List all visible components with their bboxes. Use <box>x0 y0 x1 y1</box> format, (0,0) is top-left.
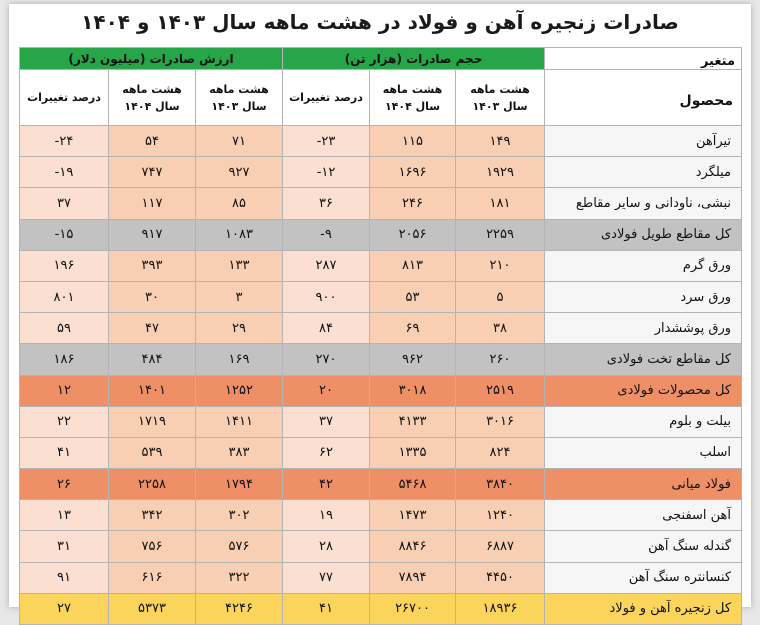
table-row <box>20 126 742 157</box>
volume-1403-cell: ۵ <box>456 281 545 312</box>
volume-1404-cell: ۲۰۵۶ <box>370 219 456 250</box>
product-cell: نبشی، ناودانی و سایر مقاطع <box>545 188 742 219</box>
value-percent-cell: ۸۰۱ <box>20 281 109 312</box>
volume-1403-cell: ۱۸۱ <box>456 188 545 219</box>
volume-1404-cell: ۸۸۴۶ <box>370 531 456 562</box>
value-1403-cell: ۴۲۴۶ <box>196 593 283 624</box>
value-percent-cell: ۱۸۶ <box>20 344 109 375</box>
volume-percent-cell: ۲۳- <box>283 126 370 157</box>
value-1403-cell: ۱۴۱۱ <box>196 406 283 437</box>
product-cell: ورق گرم <box>545 250 742 281</box>
volume-percent-cell: ۹- <box>283 219 370 250</box>
volume-1404-cell: ۳۰۱۸ <box>370 375 456 406</box>
value-1404-cell: ۳۹۳ <box>109 250 196 281</box>
volume-1404-cell: ۵۳ <box>370 281 456 312</box>
volume-percent-cell: ۴۲ <box>283 469 370 500</box>
volume-1403-cell: ۸۲۴ <box>456 437 545 468</box>
volume-percent-cell: ۶۲ <box>283 437 370 468</box>
variable-header: متغیر <box>545 48 742 70</box>
value-1403-cell: ۳۰۲ <box>196 500 283 531</box>
table-row <box>20 281 742 312</box>
value-1404-cell: ۹۱۷ <box>109 219 196 250</box>
volume-1403-header: هشت ماهه سال ۱۴۰۳ <box>456 70 545 126</box>
volume-1404-cell: ۲۴۶ <box>370 188 456 219</box>
value-percent-cell: ۲۷ <box>20 593 109 624</box>
subheader-row <box>20 70 742 126</box>
volume-percent-cell: ۳۷ <box>283 406 370 437</box>
product-cell: بیلت و بلوم <box>545 406 742 437</box>
value-percent-header: درصد تغییرات <box>20 70 109 126</box>
value-1404-cell: ۳۰ <box>109 281 196 312</box>
volume-1404-header: هشت ماهه سال ۱۴۰۴ <box>370 70 456 126</box>
value-percent-cell: ۲۲ <box>20 406 109 437</box>
volume-1404-cell: ۱۶۹۶ <box>370 157 456 188</box>
volume-1404-cell: ۸۱۳ <box>370 250 456 281</box>
volume-percent-cell: ۱۹ <box>283 500 370 531</box>
volume-1404-cell: ۱۳۳۵ <box>370 437 456 468</box>
value-percent-cell: ۹۱ <box>20 562 109 593</box>
volume-percent-cell: ۴۱ <box>283 593 370 624</box>
table-row <box>20 593 742 624</box>
value-1403-cell: ۱۳۳ <box>196 250 283 281</box>
value-1404-cell: ۵۳۹ <box>109 437 196 468</box>
value-percent-cell: ۱۲ <box>20 375 109 406</box>
volume-1404-cell: ۹۶۲ <box>370 344 456 375</box>
value-1404-cell: ۷۵۶ <box>109 531 196 562</box>
volume-1403-cell: ۲۵۱۹ <box>456 375 545 406</box>
volume-1403-cell: ۴۴۵۰ <box>456 562 545 593</box>
group-header-row <box>20 48 742 70</box>
product-cell: کنسانتره سنگ آهن <box>545 562 742 593</box>
value-1403-cell: ۵۷۶ <box>196 531 283 562</box>
value-1403-cell: ۳۲۲ <box>196 562 283 593</box>
volume-group-header: حجم صادرات (هزار تن) <box>283 48 545 70</box>
table-row <box>20 157 742 188</box>
value-1404-cell: ۵۴ <box>109 126 196 157</box>
volume-1403-cell: ۳۸۴۰ <box>456 469 545 500</box>
product-cell: کل مقاطع تخت فولادی <box>545 344 742 375</box>
value-1403-cell: ۳ <box>196 281 283 312</box>
volume-percent-cell: ۲۸۷ <box>283 250 370 281</box>
volume-1404-cell: ۱۱۵ <box>370 126 456 157</box>
value-group-header: ارزش صادرات (میلیون دلار) <box>20 48 283 70</box>
value-percent-cell: ۱۹۶ <box>20 250 109 281</box>
volume-1404-cell: ۵۴۶۸ <box>370 469 456 500</box>
table-row <box>20 313 742 344</box>
volume-1403-cell: ۳۰۱۶ <box>456 406 545 437</box>
value-1404-cell: ۴۷ <box>109 313 196 344</box>
volume-1404-cell: ۴۱۳۳ <box>370 406 456 437</box>
product-cell: کل مقاطع طویل فولادی <box>545 219 742 250</box>
value-1403-cell: ۳۸۳ <box>196 437 283 468</box>
table-row <box>20 531 742 562</box>
page-title: صادرات زنجیره آهن و فولاد در هشت ماهه سال ۱۴۰۳ و ۱۴۰۴ <box>81 10 679 34</box>
value-percent-cell: ۱۳ <box>20 500 109 531</box>
volume-percent-cell: ۲۷۰ <box>283 344 370 375</box>
volume-1403-cell: ۱۲۴۰ <box>456 500 545 531</box>
table-row <box>20 375 742 406</box>
product-cell: فولاد میانی <box>545 469 742 500</box>
volume-1403-cell: ۲۶۰ <box>456 344 545 375</box>
volume-1403-cell: ۶۸۸۷ <box>456 531 545 562</box>
value-1403-cell: ۸۵ <box>196 188 283 219</box>
product-cell: کل زنجیره آهن و فولاد <box>545 593 742 624</box>
volume-percent-header: درصد تغییرات <box>283 70 370 126</box>
table-row <box>20 437 742 468</box>
value-1404-cell: ۲۲۵۸ <box>109 469 196 500</box>
table-row <box>20 188 742 219</box>
value-percent-cell: ۱۵- <box>20 219 109 250</box>
volume-1404-cell: ۶۹ <box>370 313 456 344</box>
value-percent-cell: ۴۱ <box>20 437 109 468</box>
value-1404-cell: ۳۴۲ <box>109 500 196 531</box>
volume-1404-cell: ۷۸۹۴ <box>370 562 456 593</box>
value-1403-cell: ۷۱ <box>196 126 283 157</box>
value-percent-cell: ۳۷ <box>20 188 109 219</box>
product-cell: ورق سرد <box>545 281 742 312</box>
table-row <box>20 250 742 281</box>
table-row <box>20 562 742 593</box>
value-1403-cell: ۱۰۸۳ <box>196 219 283 250</box>
export-table <box>19 47 742 625</box>
volume-percent-cell: ۲۸ <box>283 531 370 562</box>
value-percent-cell: ۲۴- <box>20 126 109 157</box>
volume-1403-cell: ۱۸۹۳۶ <box>456 593 545 624</box>
volume-1403-cell: ۲۱۰ <box>456 250 545 281</box>
volume-percent-cell: ۱۲- <box>283 157 370 188</box>
volume-1403-cell: ۱۹۲۹ <box>456 157 545 188</box>
table-row <box>20 500 742 531</box>
table-row <box>20 219 742 250</box>
value-1404-cell: ۶۱۶ <box>109 562 196 593</box>
value-percent-cell: ۳۱ <box>20 531 109 562</box>
value-1404-cell: ۱۷۱۹ <box>109 406 196 437</box>
product-cell: میلگرد <box>545 157 742 188</box>
product-cell: ورق پوششدار <box>545 313 742 344</box>
table-row <box>20 406 742 437</box>
value-1403-cell: ۱۲۵۲ <box>196 375 283 406</box>
product-header: محصول <box>545 70 742 126</box>
volume-percent-cell: ۸۴ <box>283 313 370 344</box>
value-1403-cell: ۱۶۹ <box>196 344 283 375</box>
table-row <box>20 344 742 375</box>
volume-percent-cell: ۷۷ <box>283 562 370 593</box>
product-cell: آهن اسفنجی <box>545 500 742 531</box>
product-cell: تیرآهن <box>545 126 742 157</box>
table-row <box>20 469 742 500</box>
value-1404-cell: ۷۴۷ <box>109 157 196 188</box>
volume-1403-cell: ۳۸ <box>456 313 545 344</box>
value-1404-cell: ۴۸۴ <box>109 344 196 375</box>
value-1403-cell: ۱۷۹۴ <box>196 469 283 500</box>
value-1404-header: هشت ماهه سال ۱۴۰۴ <box>109 70 196 126</box>
value-1403-header: هشت ماهه سال ۱۴۰۳ <box>196 70 283 126</box>
value-percent-cell: ۲۶ <box>20 469 109 500</box>
value-1404-cell: ۱۴۰۱ <box>109 375 196 406</box>
value-1403-cell: ۲۹ <box>196 313 283 344</box>
product-cell: گندله سنگ آهن <box>545 531 742 562</box>
volume-percent-cell: ۹۰۰ <box>283 281 370 312</box>
value-1403-cell: ۹۲۷ <box>196 157 283 188</box>
volume-percent-cell: ۳۶ <box>283 188 370 219</box>
value-percent-cell: ۵۹ <box>20 313 109 344</box>
product-cell: اسلب <box>545 437 742 468</box>
value-1404-cell: ۱۱۷ <box>109 188 196 219</box>
value-1404-cell: ۵۳۷۳ <box>109 593 196 624</box>
value-percent-cell: ۱۹- <box>20 157 109 188</box>
volume-1404-cell: ۱۴۷۳ <box>370 500 456 531</box>
report-page <box>9 4 751 617</box>
volume-1403-cell: ۱۴۹ <box>456 126 545 157</box>
volume-1403-cell: ۲۲۵۹ <box>456 219 545 250</box>
volume-1404-cell: ۲۶۷۰۰ <box>370 593 456 624</box>
product-cell: کل محصولات فولادی <box>545 375 742 406</box>
volume-percent-cell: ۲۰ <box>283 375 370 406</box>
